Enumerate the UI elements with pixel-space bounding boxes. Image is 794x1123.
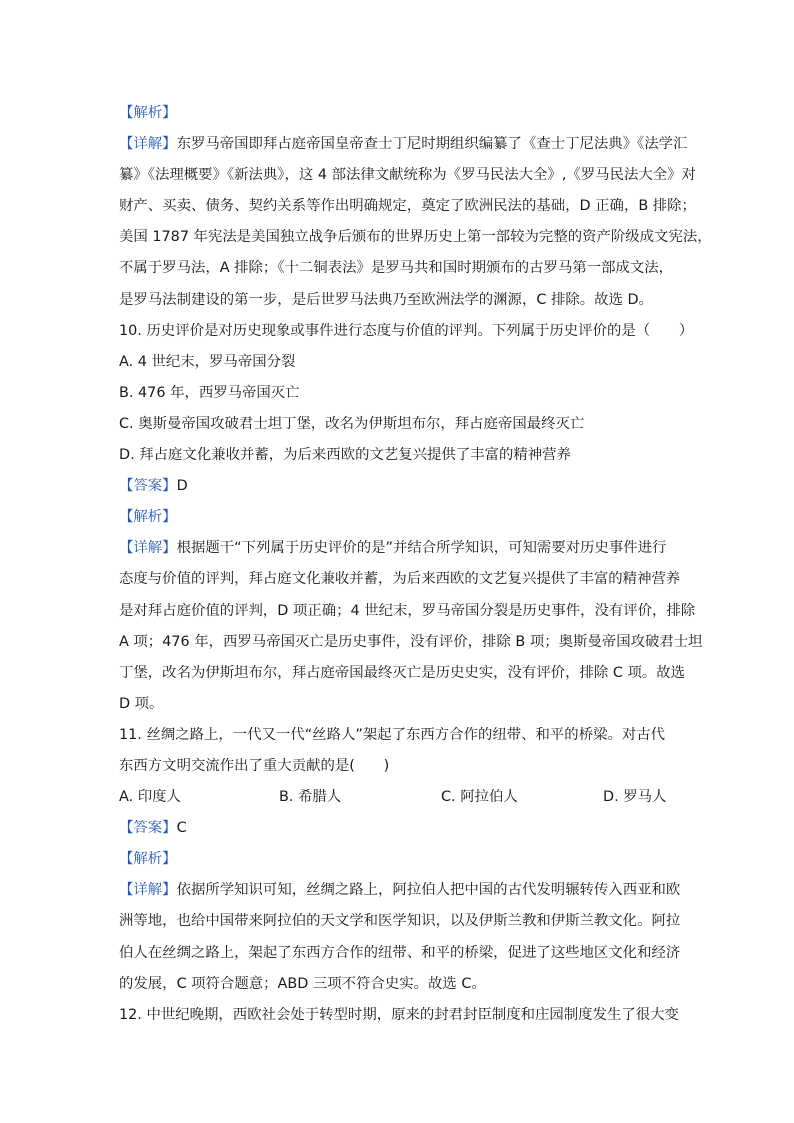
q10-detail-line: 是对拜占庭价值的评判，D 项正确；4 世纪末，罗马帝国分裂是历史事件，没有评价，排除 — [119, 602, 696, 619]
answer-tag: 【答案】 — [119, 478, 177, 495]
answer-tag: 【答案】 — [119, 820, 177, 837]
detail-tag: 【详解】 — [119, 540, 177, 557]
q10-detail-line: A 项；476 年，西罗马帝国灭亡是历史事件，没有评价，排除 B 项；奥斯曼帝国攻破君士坦 — [119, 633, 703, 650]
q10-detail-line: D 项。 — [119, 695, 164, 712]
q10-detail-line: 丁堡，改名为伊斯坦布尔，拜占庭帝国最终灭亡是历史史实，没有评价，排除 C 项。故选 — [119, 664, 686, 681]
q11-detail-line: 的发展，C 项符合题意；ABD 三项不符合史实。故选 C。 — [119, 975, 486, 992]
q11-answer — [119, 813, 679, 844]
q10-option-d: D. 拜占庭文化兼收并蓄，为后来西欧的文艺复兴提供了丰富的精神营养 — [119, 447, 571, 464]
q11-option-d: D. 罗马人 — [603, 789, 667, 806]
q10-analysis-heading — [119, 502, 679, 533]
q11-answer-value: C — [176, 820, 187, 837]
q11-detail-line: 伯人在丝绸之路上，架起了东西方合作的纽带、和平的桥梁，促进了这些地区文化和经济 — [119, 944, 681, 961]
analysis-tag: 【解析】 — [119, 851, 177, 868]
analysis-tag: 【解析】 — [119, 105, 177, 121]
q9-detail-text: 东罗马帝国即拜占庭帝国皇帝查士丁尼时期组织编纂了《查士丁尼法典》《法学汇 — [176, 136, 688, 153]
q11-option-a: A. 印度人 — [119, 789, 181, 806]
q9-detail-line: 财产、买卖、债务、契约关系等作出明确规定，奠定了欧洲民法的基础，D 正确，B 排除； — [119, 198, 696, 215]
q10-answer-value: D — [176, 478, 188, 495]
q11-stem: 11. 丝绸之路上，一代又一代“丝路人”架起了东西方合作的纽带、和平的桥梁。对古代 — [119, 726, 666, 743]
q10-option-c: C. 奥斯曼帝国攻破君士坦丁堡，改名为伊斯坦布尔，拜占庭帝国最终灭亡 — [119, 415, 585, 432]
q11-option-b: B. 希腊人 — [279, 789, 342, 806]
q9-detail-line: 是罗马法制建设的第一步，是后世罗马法典乃至欧洲法学的渊源，C 排除。故选 D。 — [119, 291, 653, 308]
q10-option-a: A. 4 世纪末，罗马帝国分裂 — [119, 353, 296, 370]
analysis-tag: 【解析】 — [119, 509, 177, 526]
q9-detail-line: 纂》《法理概要》《新法典》，这 4 部法律文献统称为《罗马民法大全》,《罗马民法大全》对 — [119, 167, 696, 184]
q9-detail-line: 美国 1787 年宪法是美国独立战争后颁布的世界历史上第一部较为完整的资产阶级成文宪法， — [119, 229, 712, 246]
q9-detail-line: 不属于罗马法，A 排除；《十二铜表法》是罗马共和国时期颁布的古罗马第一部成文法， — [119, 260, 674, 277]
document-page — [119, 98, 712, 1031]
q9-analysis-heading — [119, 98, 679, 129]
q11-analysis-heading — [119, 844, 679, 875]
q11-options — [119, 782, 679, 813]
detail-tag: 【详解】 — [119, 882, 177, 899]
detail-tag: 【详解】 — [119, 136, 177, 153]
q9-detail-line — [119, 129, 688, 160]
q10-detail-line: 态度与价值的评判，拜占庭文化兼收并蓄，为后来西欧的文艺复兴提供了丰富的精神营养 — [119, 571, 681, 588]
q12-stem: 12. 中世纪晚期，西欧社会处于转型时期，原来的封君封臣制度和庄园制度发生了很大变 — [119, 1006, 679, 1023]
q11-stem: 东西方文明交流作出了重大贡献的是( ) — [119, 757, 390, 774]
q11-detail-line — [119, 875, 679, 906]
q11-detail-line: 洲等地，也给中国带来阿拉伯的天文学和医学知识，以及伊斯兰教和伊斯兰教文化。阿拉 — [119, 913, 681, 930]
q11-detail-text: 依据所学知识可知，丝绸之路上，阿拉伯人把中国的古代发明辗转传入西亚和欧 — [176, 882, 681, 899]
q10-option-b: B. 476 年，西罗马帝国灭亡 — [119, 384, 300, 401]
q11-option-c: C. 阿拉伯人 — [441, 789, 518, 806]
q10-detail-text: 根据题干“下列属于历史评价的是”并结合所学知识，可知需要对历史事件进行 — [176, 540, 667, 557]
q10-answer — [119, 471, 679, 502]
q10-stem: 10. 历史评价是对历史现象或事件进行态度与价值的评判。下列属于历史评价的是（ ） — [119, 322, 694, 339]
q10-detail-line — [119, 533, 679, 564]
